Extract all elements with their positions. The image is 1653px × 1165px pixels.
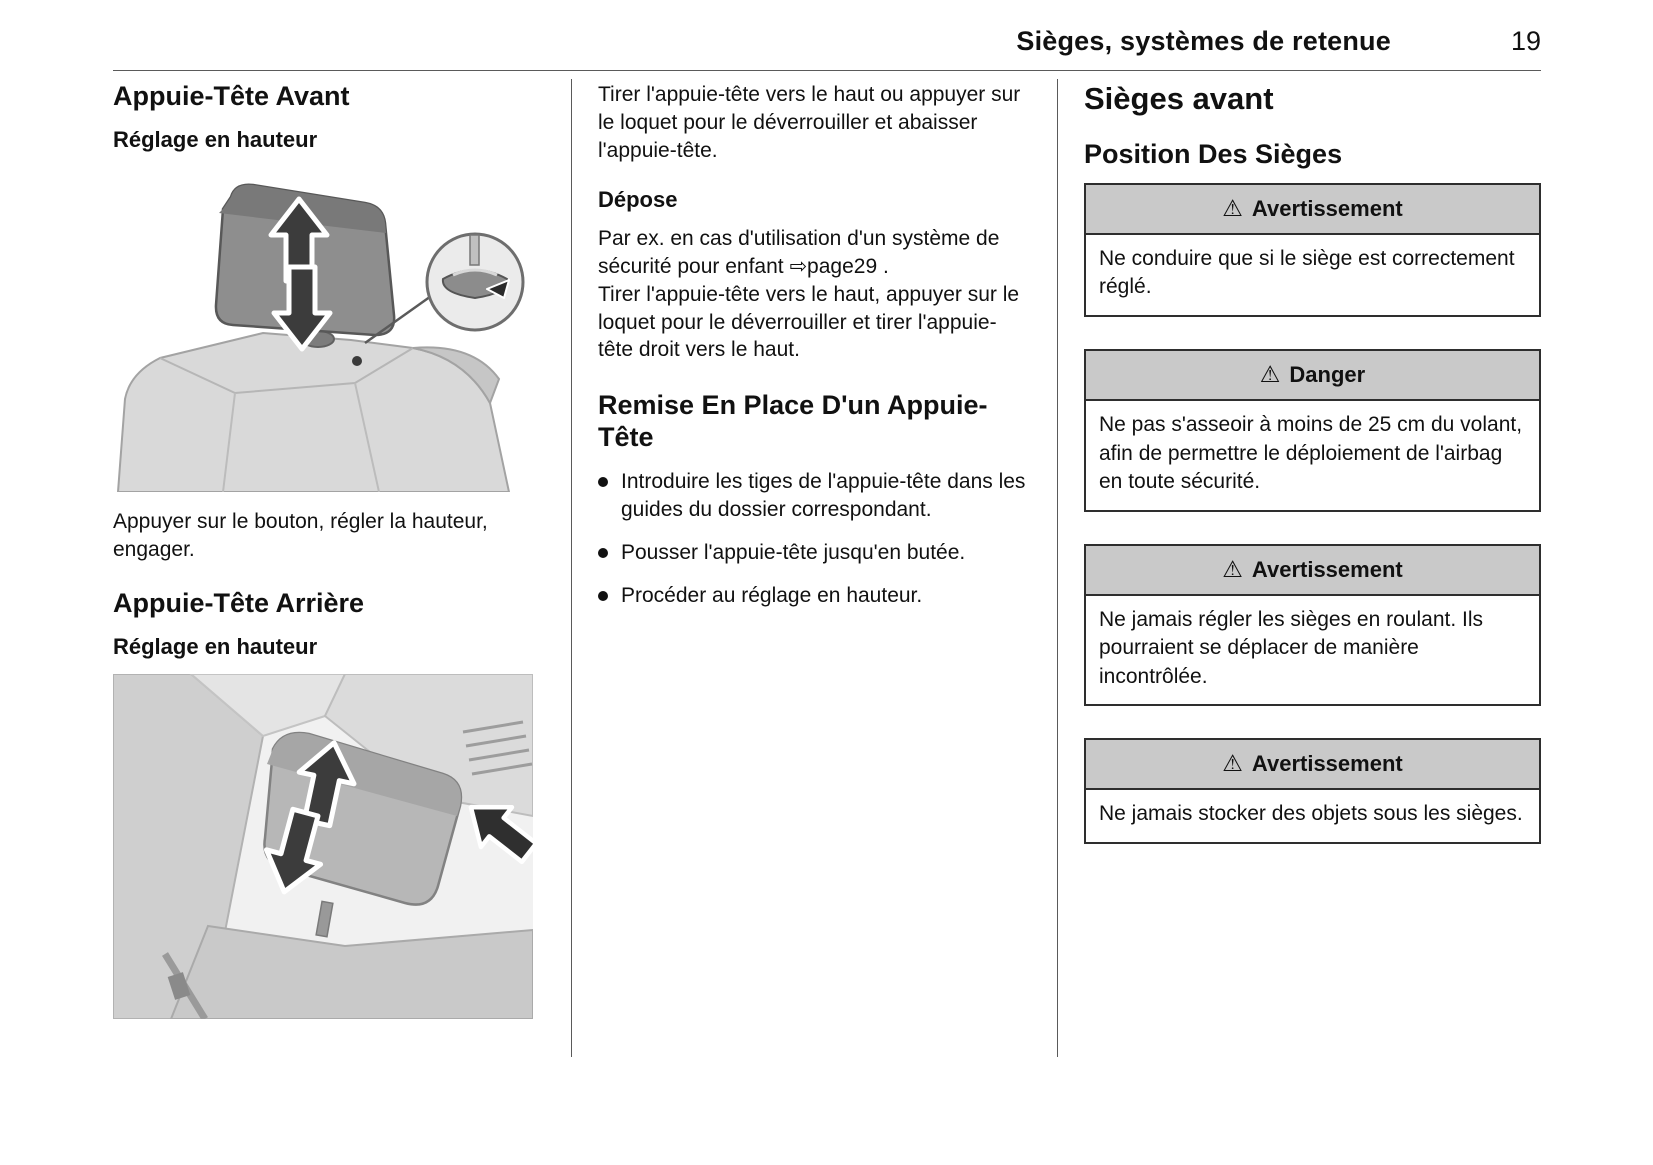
- bullet-icon: [598, 477, 608, 487]
- warning-triangle-icon: ⚠: [1259, 360, 1281, 387]
- column-middle: [571, 79, 1057, 1057]
- caption-front-headrest: Appuyer sur le bouton, régler la hauteur, engager.: [113, 509, 488, 561]
- column-left: [113, 79, 571, 1057]
- list-item: [598, 539, 1031, 567]
- danger-box-body: Ne pas s'asseoir à moins de 25 cm du volant, afin de permettre le déploiement de l'airbag en toute sécurité.: [1099, 412, 1523, 494]
- danger-box-header: [1086, 351, 1539, 401]
- chapter-title: Sièges, systèmes de retenue: [1016, 26, 1391, 56]
- front-headrest-illustration: [113, 167, 533, 492]
- danger-box: [1084, 349, 1541, 512]
- warning-box-title: Avertissement: [1251, 556, 1403, 582]
- warning-triangle-icon: ⚠: [1222, 555, 1243, 582]
- subheading-depose: Dépose: [598, 186, 678, 212]
- paragraph-depose-steps: Tirer l'appuie-tête vers le haut, appuyer sur le loquet pour le déverrouiller et tirer l'appuie-tête droit vers le haut.: [598, 282, 1020, 362]
- warning-box-body: Ne jamais régler les sièges en roulant. Ils pourraient se déplacer de manière incontrôlée.: [1099, 607, 1484, 688]
- danger-box-title: Danger: [1289, 361, 1366, 387]
- warning-box-body: Ne conduire que si le siège est correctement réglé.: [1099, 246, 1515, 299]
- warning-box-3: [1084, 738, 1541, 844]
- heading-appuie-tete-avant: Appuie-Tête Avant: [113, 81, 350, 111]
- bullet-icon: [598, 591, 608, 601]
- warning-box-title: Avertissement: [1251, 195, 1403, 221]
- list-item: [598, 468, 1031, 524]
- subheading-reglage-hauteur-avant: Réglage en hauteur: [113, 126, 318, 152]
- heading-sieges-avant: Sièges avant: [1084, 81, 1274, 116]
- page-number: 19: [1510, 26, 1541, 56]
- paragraph-depose-ref: Par ex. en cas d'utilisation d'un système de sécurité pour enfant ⇨page29 .: [598, 226, 1000, 278]
- warning-box-header: [1086, 740, 1539, 790]
- rear-headrest-illustration: [113, 674, 533, 1019]
- warning-triangle-icon: ⚠: [1222, 750, 1243, 777]
- list-item: [598, 582, 1031, 610]
- warning-triangle-icon: ⚠: [1222, 194, 1243, 221]
- list-item-text: Introduire les tiges de l'appuie-tête dans les guides du dossier correspondant.: [621, 470, 1026, 522]
- bullet-icon: [598, 548, 608, 558]
- heading-remise-en-place: Remise En Place D'un Appuie-Tête: [598, 390, 988, 453]
- subheading-position-des-sieges: Position Des Sièges: [1084, 139, 1343, 169]
- list-item-text: Procéder au réglage en hauteur.: [621, 583, 923, 607]
- remise-steps-list: [598, 468, 1031, 610]
- warning-box-body: Ne jamais stocker des objets sous les sièges.: [1099, 802, 1523, 826]
- warning-box-title: Avertissement: [1251, 751, 1403, 777]
- list-item-text: Pousser l'appuie-tête jusqu'en butée.: [621, 540, 966, 564]
- warning-box-header: [1086, 546, 1539, 596]
- page-header: [113, 26, 1541, 71]
- content-columns: [113, 79, 1541, 1057]
- warning-box-header: [1086, 185, 1539, 235]
- warning-box-1: [1084, 183, 1541, 317]
- paragraph-lower-headrest: Tirer l'appuie-tête vers le haut ou appuyer sur le loquet pour le déverrouiller et abaisser l'appuie-tête.: [598, 83, 1021, 162]
- warning-box-2: [1084, 544, 1541, 707]
- column-right: [1057, 79, 1541, 1057]
- subheading-reglage-hauteur-arriere: Réglage en hauteur: [113, 633, 318, 659]
- heading-appuie-tete-arriere: Appuie-Tête Arrière: [113, 587, 365, 618]
